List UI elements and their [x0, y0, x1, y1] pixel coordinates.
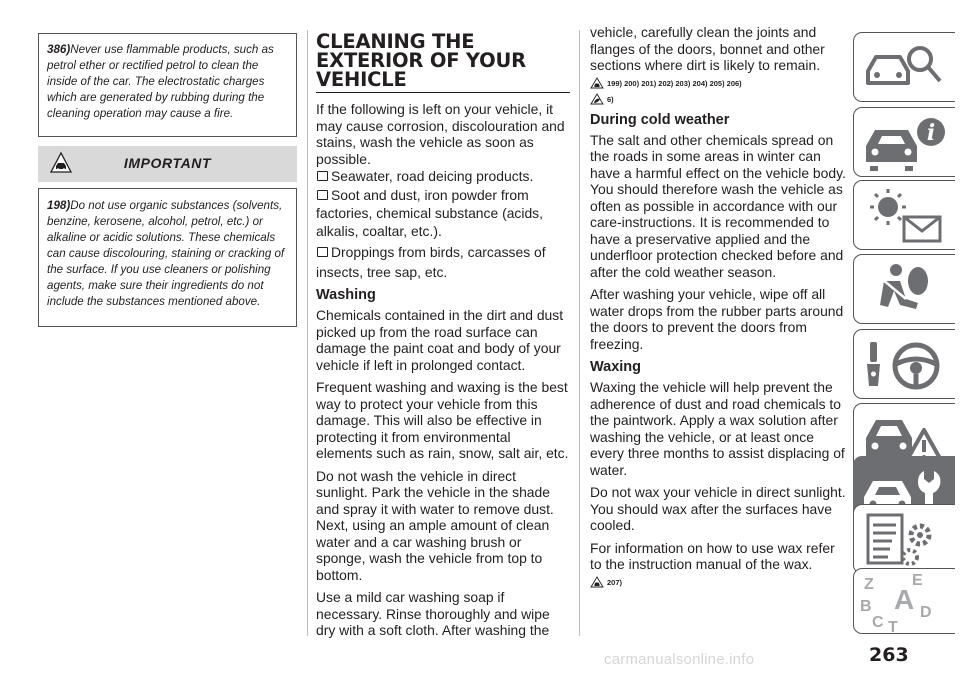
list-item — [316, 168, 570, 185]
warning-386-text — [47, 42, 290, 122]
important-refs-text: 199) 200) 201) 202) 203) 204) 205) 206) — [607, 78, 742, 88]
washing-paragraph: Frequent washing and waxing is the best way to protect your vehicle from this damage. This will also be effective in protecting it from environmental elements such as rain, snow, salt air, etc. — [316, 379, 569, 461]
washing-heading: Washing — [316, 287, 376, 303]
tab-steering-key[interactable] — [853, 329, 955, 399]
continuation-paragraph: vehicle, carefully clean the joints and flanges of the doors, bonnet and other sections where dirt is likely to remain. — [590, 24, 825, 73]
warning-lights-icon — [854, 181, 956, 251]
tab-technical-data[interactable] — [853, 504, 955, 574]
environment-refs — [590, 93, 850, 105]
bullet-continuation: factories, chemical substance (acids, alkalis, coaltar, etc.). — [316, 205, 543, 239]
watermark: carmanualsonline.info — [604, 651, 755, 668]
technical-data-icon — [854, 505, 956, 575]
column-divider-left — [307, 30, 308, 636]
index-letter: B — [860, 598, 872, 615]
washing-paragraph: Chemicals contained in the dirt and dust picked up from the road surface can damage the paint coat and body of your vehicle if left in prolonged contact. — [316, 307, 564, 373]
page-number: 263 — [869, 644, 909, 666]
column-divider-right — [579, 30, 580, 636]
warning-386-body: Never use flammable products, such as petrol ether or rectified petrol to clean the inside of the car. The electrostatic charges which are generated by rubbing during the cleaning operation may cause a fire. — [47, 43, 274, 120]
warning-box-386 — [38, 33, 297, 137]
warning-198-text — [47, 198, 290, 310]
index-letter: Z — [864, 576, 874, 593]
intro-paragraph: If the following is left on your vehicle, it may cause corrosion, discolouration and stains, wash the vehicle as soon as possible. — [316, 101, 565, 167]
right-column — [590, 24, 850, 592]
warning-198-number: 198) — [47, 199, 71, 212]
warning-box-198 — [38, 188, 297, 327]
tab-warning-lights[interactable] — [853, 180, 955, 250]
bullet-box-icon — [317, 190, 328, 200]
list-item — [316, 244, 570, 261]
important-refs — [590, 77, 850, 89]
cold-weather-paragraph: The salt and other chemicals spread on the roads in some areas in winter can have a harmful effect on the vehicle body. You should therefore wash the vehicle as often as possible in accordance with our care-instructions. It is recommended to have a preservative applied and the underfloor protection checked before and after the cold weather season. — [590, 131, 846, 280]
car-caution-icon — [590, 77, 604, 89]
final-refs — [590, 576, 850, 588]
airbag-safety-icon — [854, 255, 956, 325]
steering-key-icon — [854, 330, 956, 400]
middle-column — [316, 32, 570, 645]
car-search-icon — [854, 33, 956, 103]
bullet-text: Seawater, road deicing products. — [331, 168, 534, 184]
final-refs-text: 207) — [607, 577, 623, 587]
waxing-paragraph: For information on how to use wax refer to the instruction manual of the wax. — [590, 539, 835, 572]
washing-paragraph: Do not wash the vehicle in direct sunlight. Park the vehicle in the shade and spray it with water to remove dust. Next, using an ample amount of clean water and a car washing brush or sponge, wash the vehicle from top to bottom. — [316, 467, 554, 583]
warning-386-number: 386) — [47, 43, 71, 56]
index-letter: A — [894, 584, 915, 615]
car-caution-icon — [590, 576, 604, 588]
environment-icon — [590, 93, 604, 105]
tab-car-info[interactable] — [853, 107, 955, 177]
waxing-paragraph: Do not wax your vehicle in direct sunlight. You should wax after the surfaces have cooled. — [590, 484, 846, 533]
index-letter: T — [888, 619, 898, 635]
tab-car-search[interactable] — [853, 32, 955, 102]
list-item — [316, 187, 570, 204]
cold-weather-paragraph: After washing your vehicle, wipe off all water drops from the rubber parts around the doors to prevent the doors from freezing. — [590, 286, 844, 352]
important-banner — [38, 146, 297, 182]
section-title: CLEANING THE EXTERIOR OF YOUR VEHICLE — [316, 32, 570, 93]
washing-paragraph: Use a mild car washing soap if necessary. Rinse thoroughly and wipe dry with a soft cloth. After washing the — [316, 589, 550, 638]
index-letter: C — [872, 614, 884, 631]
car-info-icon — [854, 108, 956, 178]
svg-text:i: i — [926, 120, 936, 146]
index-letter: E — [912, 572, 923, 589]
cold-weather-heading: During cold weather — [590, 111, 730, 128]
index-letter: D — [920, 604, 932, 621]
tab-alphabetical-index[interactable] — [853, 568, 955, 634]
bullet-box-icon — [317, 171, 328, 181]
waxing-heading: Waxing — [590, 359, 642, 375]
tab-airbag-safety[interactable] — [853, 254, 955, 324]
warning-198-body: Do not use organic substances (solvents, benzine, kerosene, alcohol, petrol, etc.) or alkaline or acidic solutions. These chemicals can cause discolouring, staining or cracking of the surface. If you use cleaners or polishing agents, make sure their ingredients do not include the substances mentioned above. — [47, 199, 285, 308]
alphabetical-index-icon — [854, 569, 956, 635]
bullet-text: Droppings from birds, carcasses of — [331, 244, 546, 260]
bullet-text: Soot and dust, iron powder from — [331, 186, 529, 203]
environment-refs-text: 6) — [607, 94, 614, 104]
important-label: IMPORTANT — [123, 155, 212, 171]
bullet-continuation: insects, tree sap, etc. — [316, 263, 448, 280]
bullet-box-icon — [317, 247, 328, 257]
waxing-paragraph: Waxing the vehicle will help prevent the adherence of dust and road chemicals to the paintwork. Apply a wax solution after washing the vehicle, or at least once every three months to assist displacing of water. — [590, 379, 845, 478]
